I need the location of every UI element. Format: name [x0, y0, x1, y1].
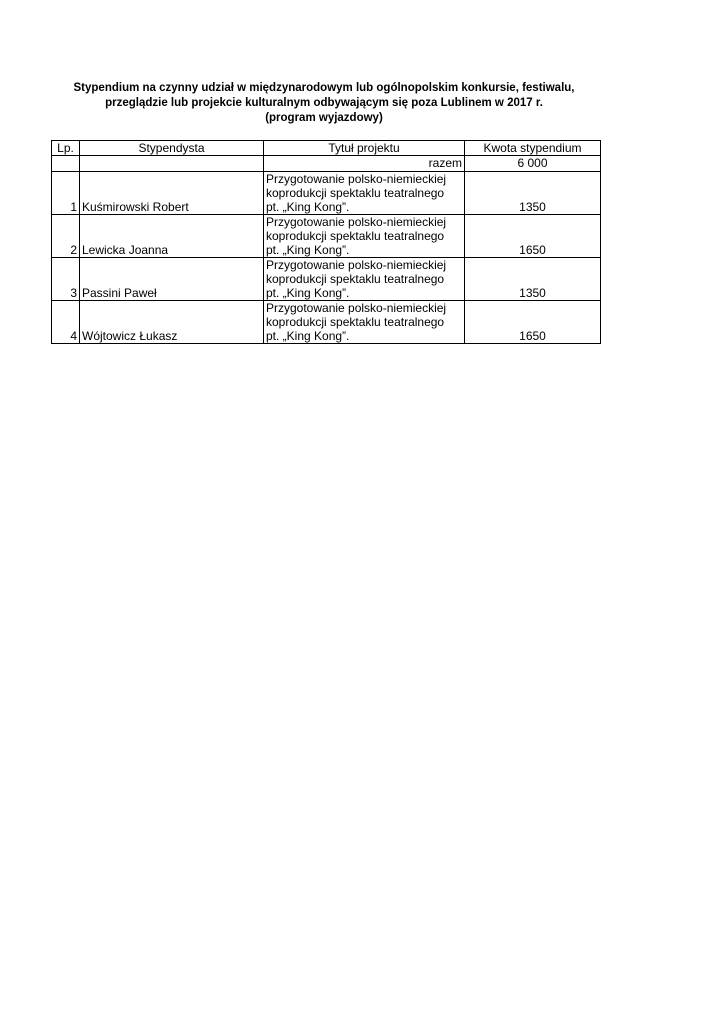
column-header-stypendysta: Stypendysta — [80, 141, 264, 156]
project-title-line: pt. „King Kong”. — [266, 243, 350, 257]
document-heading — [0, 81, 648, 126]
row-number: 4 — [52, 301, 80, 344]
project-title — [264, 258, 465, 301]
table-row — [52, 301, 601, 344]
project-title-line: pt. „King Kong”. — [266, 200, 350, 214]
project-title — [264, 215, 465, 258]
scholar-name: Wójtowicz Łukasz — [80, 301, 264, 344]
row-number: 3 — [52, 258, 80, 301]
project-title-line: pt. „King Kong”. — [266, 286, 350, 300]
project-title-line: koprodukcji spektaklu teatralnego — [266, 315, 445, 329]
scholar-name: Lewicka Joanna — [80, 215, 264, 258]
table-row — [52, 258, 601, 301]
total-label: razem — [264, 156, 465, 172]
project-title-line: koprodukcji spektaklu teatralnego — [266, 229, 445, 243]
total-empty-cell — [52, 156, 80, 172]
project-title-line: Przygotowanie polsko-niemieckiej — [266, 258, 447, 272]
total-value: 6 000 — [465, 156, 601, 172]
heading-line-2: przeglądzie lub projekcie kulturalnym odbywającym się poza Lublinem w 2017 r. — [105, 97, 543, 109]
scholarship-amount: 1650 — [465, 301, 601, 344]
total-row — [52, 156, 601, 172]
scholarship-table — [51, 140, 601, 344]
table-row — [52, 215, 601, 258]
project-title-line: koprodukcji spektaklu teatralnego — [266, 272, 445, 286]
scholarship-amount: 1650 — [465, 215, 601, 258]
project-title-line: Przygotowanie polsko-niemieckiej — [266, 301, 447, 315]
scholarship-amount: 1350 — [465, 172, 601, 215]
scholar-name: Passini Paweł — [80, 258, 264, 301]
column-header-kwota: Kwota stypendium — [465, 141, 601, 156]
column-header-tytul: Tytuł projektu — [264, 141, 465, 156]
total-empty-cell — [80, 156, 264, 172]
heading-line-1: Stypendium na czynny udział w międzynarodowym lub ogólnopolskim konkursie, festiwalu, — [73, 82, 575, 94]
table-header-row — [52, 141, 601, 156]
project-title-line: koprodukcji spektaklu teatralnego — [266, 186, 445, 200]
project-title-line: pt. „King Kong”. — [266, 329, 350, 343]
heading-line-3: (program wyjazdowy) — [265, 112, 383, 124]
table-row — [52, 172, 601, 215]
project-title-line: Przygotowanie polsko-niemieckiej — [266, 172, 447, 186]
scholarship-amount: 1350 — [465, 258, 601, 301]
row-number: 1 — [52, 172, 80, 215]
project-title — [264, 172, 465, 215]
scholar-name: Kuśmirowski Robert — [80, 172, 264, 215]
row-number: 2 — [52, 215, 80, 258]
column-header-lp: Lp. — [52, 141, 80, 156]
project-title — [264, 301, 465, 344]
project-title-line: Przygotowanie polsko-niemieckiej — [266, 215, 447, 229]
